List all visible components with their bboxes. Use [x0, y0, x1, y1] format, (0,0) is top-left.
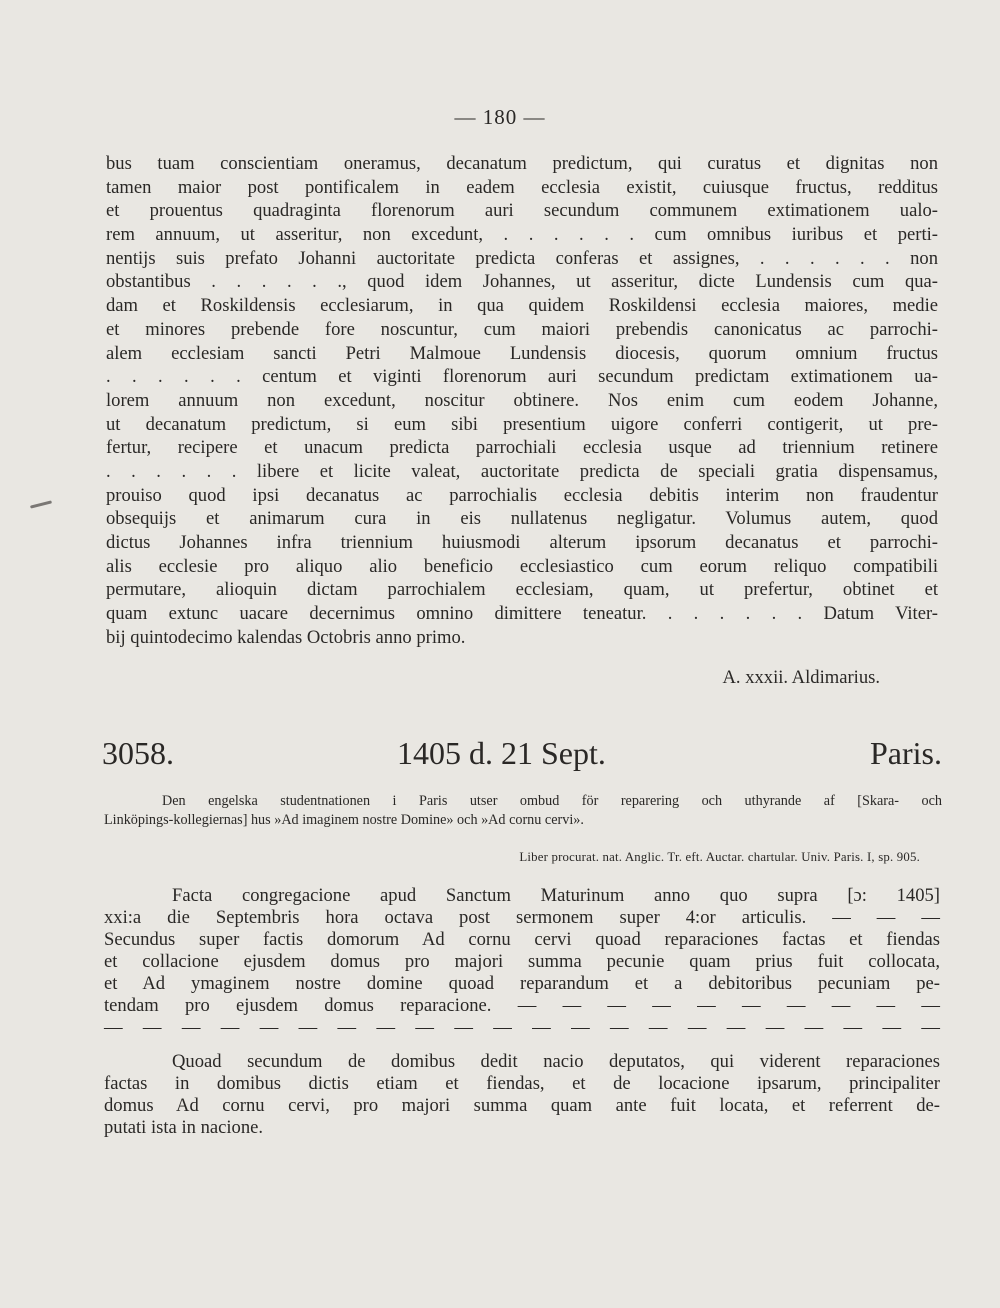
text-line: et prouentus quadraginta florenorum auri secundum communem extimationem ualo- [106, 200, 938, 222]
text-line: alis ecclesie pro aliquo alio beneficio ecclesiastico cum eorum reliquo compatibili [106, 555, 938, 577]
text-line: nentijs suis prefato Johanni auctoritate predicta conferas et assignes, . . . . . . non [106, 247, 938, 269]
text-line: obsequijs et animarum cura in eis nullatenus negligatur. Volumus autem, quod [106, 508, 938, 530]
text-line: Secundus super factis domorum Ad cornu cervi quoad reparaciones factas et fiendas [104, 929, 940, 950]
text-line: putati ista in nacione. [104, 1117, 264, 1138]
text-line: dam et Roskildensis ecclesiarum, in qua quidem Roskildensi ecclesia maiores, medie [106, 295, 938, 317]
text-line: alem ecclesiam sancti Petri Malmoue Lundensis diocesis, quorum omnium fructus [106, 342, 938, 364]
text-line: ut decanatum predictum, si eum sibi presentium uigore conferri contigerit, ut pre- [106, 413, 938, 435]
text-line: et Ad ymaginem nostre domine quoad reparandum et a debitoribus pecuniam pe- [104, 973, 940, 994]
text-line: tendam pro ejusdem domus reparacione. — — — — — — — — — — [104, 995, 940, 1016]
text-line: . . . . . . centum et viginti florenorum auri secundum predictam extimationem ua- [106, 366, 938, 388]
text-line: fertur, recipere et unacum predicta parrochiali ecclesia usque ad triennium retinere [106, 437, 938, 459]
text-line: et collacione ejusdem domus pro majori summa pecunie quam prius fuit collocata, [104, 951, 940, 972]
entry-summary [104, 792, 942, 829]
entry-date: 1405 d. 21 Sept. [397, 735, 606, 771]
text-line: tamen maior post pontificalem in eadem ecclesia existit, cuiusque fructus, redditus [106, 176, 938, 198]
summary-line: Den engelska studentnationen i Paris utser ombud för reparering och uthyrande af [Skara- och [162, 793, 942, 809]
text-line: quam extunc uacare decernimus omnino dimittere teneatur. . . . . . . Datum Viter- [106, 603, 938, 625]
text-line: bij quintodecimo kalendas Octobris anno primo. [106, 626, 466, 648]
text-line: Quoad secundum de domibus dedit nacio deputatos, qui viderent reparaciones [172, 1051, 940, 1072]
entry-number: 3058. [102, 735, 174, 771]
text-line: factas in domibus dictis etiam et fiendas, et de locacione ipsarum, principaliter [104, 1073, 940, 1094]
margin-pencil-mark [30, 500, 52, 508]
text-line: prouiso quod ipsi decanatus ac parrochialis ecclesia debitis interim non fraudentur [106, 484, 938, 506]
text-line: xxi:a die Septembris hora octava post sermonem super 4:or articulis. — — — [104, 907, 940, 928]
text-line: dictus Johannes infra triennium huiusmodi alterum ipsorum decanatus et parrochi- [106, 532, 938, 553]
entry-body [104, 885, 940, 1139]
summary-line: Linköpings-kollegiernas] hus »Ad imaginem nostre Domine» och »Ad cornu cervi». [104, 811, 584, 828]
text-line: obstantibus . . . . . ., quod idem Johannes, ut asseritur, dicte Lundensis cum qua- [106, 271, 938, 293]
entry-place: Paris. [870, 735, 942, 771]
text-line: permutare, alioquin dictam parrochialem ecclesiam, quam, ut prefertur, obtinet et [106, 579, 938, 601]
text-line: lorem annuum non excedunt, noscitur obtinere. Nos enim cum eodem Johanne, [106, 389, 938, 411]
page-number: — 180 — [454, 105, 546, 129]
text-line: domus Ad cornu cervi, pro majori summa quam ante fuit locata, et referrent de- [104, 1095, 940, 1116]
text-line: — — — — — — — — — — — — — — — — — — — — — — [104, 1017, 940, 1038]
text-line: rem annuum, ut asseritur, non excedunt, . . . . . . cum omnibus iuribus et perti- [106, 224, 938, 246]
text-line: . . . . . . libere et licite valeat, auctoritate predicta de speciali gratia dispensamus, [106, 460, 938, 482]
text-line: Facta congregacione apud Sanctum Maturinum anno quo supra [ɔ: 1405] [172, 885, 940, 906]
text-line: et minores prebende fore noscuntur, cum maiori prebendis canonicatus ac parrochi- [106, 318, 938, 340]
signature-line: A. xxxii. Aldimarius. [722, 667, 880, 688]
entry-heading [102, 735, 942, 775]
source-citation: Liber procurat. nat. Anglic. Tr. eft. Auctar. chartular. Univ. Paris. I, sp. 905. [519, 850, 920, 864]
text-line: bus tuam conscientiam oneramus, decanatum predictum, qui curatus et dignitas non [106, 153, 938, 174]
continued-text-block [106, 152, 938, 649]
